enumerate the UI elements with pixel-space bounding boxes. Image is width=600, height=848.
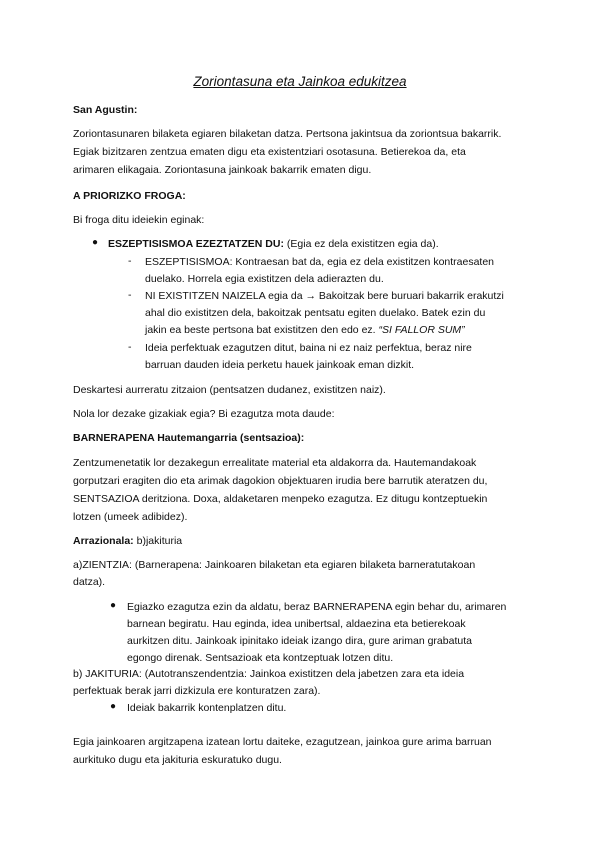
dash2-line-1: NI EXISTITZEN NAIZELA egia da → Bakoitzak bere buruari bakarrik erakutzi [145,290,504,302]
dash1-line-2: duelako. Horrela egia existitzen dela adierazten du. [145,273,384,285]
bullet2-line-2: barnean begiratu. Hau eginda, idea unibertsal, aldaezina eta betierekoak [127,618,466,630]
a-priori-heading: A PRIORIZKO FROGA: [73,190,186,202]
dash2-line-3-text: jakin ea beste pertsona bat existitzen den edo ez. [145,324,376,336]
document-title: Zoriontasuna eta Jainkoa edukitzea [193,74,407,89]
dash2-line-3 [145,323,465,337]
bullet-eszeptisismoa [108,237,439,251]
intro-line-2: Egiak bizitzaren zentzua ematen digu eta existentziari osotasuna. Betierekoa da, eta [73,146,466,158]
bullet-marker: ● [92,237,99,248]
zentzumen-line-4: lotzen (umeek adibidez). [73,511,188,523]
zentzumen-line-3: SENTSAZIOA deritziona. Doxa, aldaketaren menpeko ezagutza. Ez ditugu kontzeptuekin [73,493,488,505]
bi-froga-text: Bi froga ditu ideiekin eginak: [73,214,205,226]
bullet-marker: ● [110,600,117,611]
arrazionala-line [73,534,182,548]
arrazionala-rest: b)jakituria [133,535,183,547]
dash2-line-2: ahal dio existitzen dela, bakoitzak pentsatu egiten duelako. Batek ezin du [145,307,486,319]
san-agustin-heading: San Agustin: [73,104,138,116]
bullet3-text: Ideiak bakarrik kontenplatzen ditu. [127,702,287,714]
dash3-line-2: barruan dauden ideia perketu hauek jainkoak eman dizkit. [145,359,415,371]
dash3-line-1: Ideia perfektuak ezagutzen ditut, baina ni ez naiz perfektua, beraz nire [145,342,472,354]
zientzia-line-2: datza). [73,576,106,588]
dash-marker: - [128,289,132,301]
intro-line-3: arimaren elikagaia. Zoriontasuna jainkoak bakarrik ematen digu. [73,164,372,176]
bullet2-line-3: aurkitzen ditu. Jainkoak ipinitako ideiak izango dira, gure ariman grabatuta [127,635,472,647]
bullet-eszeptisismoa-rest: (Egia ez dela existitzen egia da). [283,238,439,250]
zientzia-line-1: a)ZIENTZIA: (Barnerapena: Jainkoaren bilaketan eta egiaren bilaketa barneratutakoan [73,559,476,571]
zentzumen-line-2: gorputzari eragiten dio eta arimak dagokion objektuaren irudia bere barrutik ateratzen du, [73,475,488,487]
conclusion-line-1: Egia jainkoaren argitzapena izatean lortu daiteke, ezagutzean, jainkoa gure arima barruan [73,736,492,748]
barnerapena-heading: BARNERAPENA Hautemangarria (sentsazioa): [73,432,305,444]
dash-marker: - [128,341,132,353]
bullet2-line-4: egongo direnak. Sentsazioak eta kontzeptuak lotzen ditu. [127,652,394,664]
deskartesi-text: Deskartesi aurreratu zitzaion (pentsatzen dudanez, existitzen naiz). [73,384,386,396]
intro-line-1: Zoriontasunaren bilaketa egiaren bilaketan datza. Pertsona jakintsua da zoriontsua bakarrik. [73,128,502,140]
nola-text: Nola lor dezake gizakiak egia? Bi ezagutza mota daude: [73,408,335,420]
bullet-eszeptisismoa-bold: ESZEPTISISMOA EZEZTATZEN DU: [108,238,284,250]
bullet-marker: ● [110,701,117,712]
dash-marker: - [128,255,132,267]
conclusion-line-2: aurkituko dugu eta jakituria eskuratuko dugu. [73,754,282,766]
dash1-line-1: ESZEPTISISMOA: Kontraesan bat da, egia ez dela existitzen kontraesaten [145,256,495,268]
jakituria-line-1: b) JAKITURIA: (Autotranszendentzia: Jainkoa existitzen dela jabetzen zara eta ideia [73,668,465,680]
bullet2-line-1: Egiazko ezagutza ezin da aldatu, beraz BARNERAPENA egin behar du, arimaren [127,601,507,613]
si-fallor-quote: “SI FALLOR SUM” [378,324,465,336]
zentzumen-line-1: Zentzumenetatik lor dezakegun errealitate material eta aldakorra da. Hautemandakoak [73,457,477,469]
jakituria-line-2: perfektuak berak jarri dizkizula ere konturatzen zara). [73,685,321,697]
arrazionala-label: Arrazionala: [73,535,134,547]
